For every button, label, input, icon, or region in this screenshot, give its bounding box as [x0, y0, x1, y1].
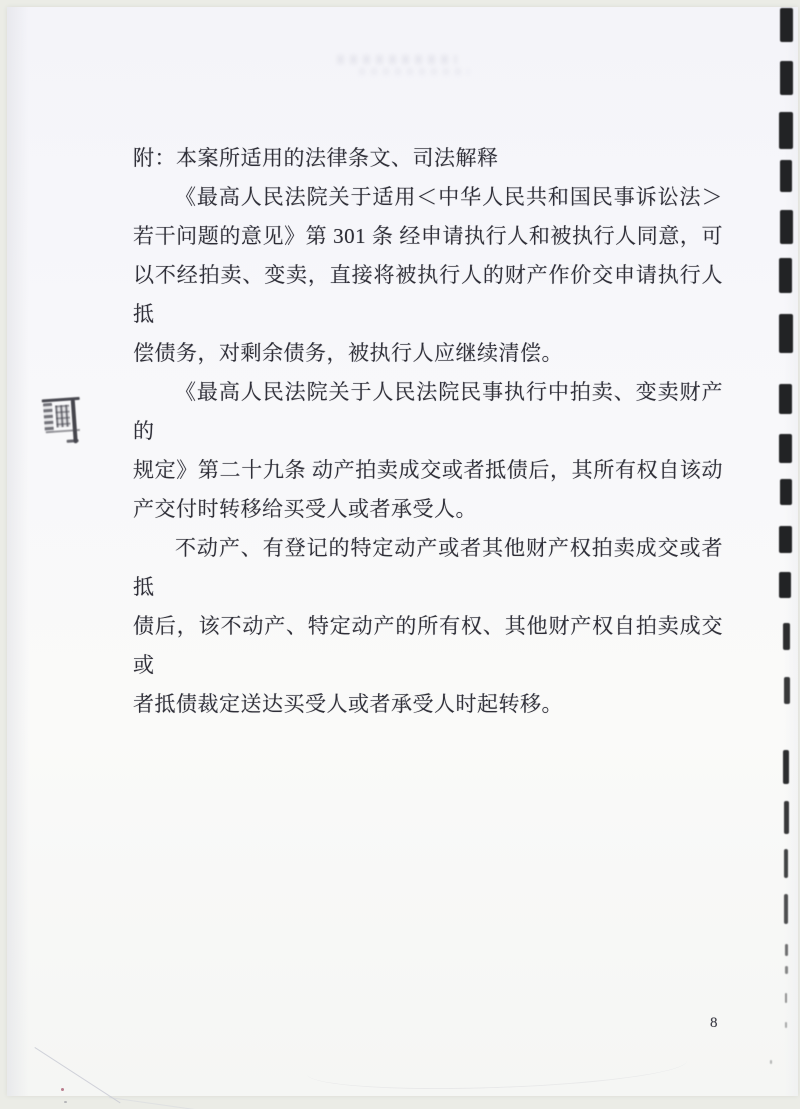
binding-mark	[780, 210, 793, 244]
binding-mark	[779, 314, 793, 353]
binding-mark	[780, 160, 792, 192]
binding-mark	[779, 258, 792, 293]
binding-mark	[785, 944, 788, 956]
binding-mark	[779, 572, 791, 598]
ink-speck	[64, 1101, 67, 1103]
binding-mark	[770, 1060, 772, 1064]
binding-mark	[779, 384, 792, 414]
binding-mark	[780, 61, 793, 95]
text-line: 若干问题的意见》第 301 条 经申请执行人和被执行人同意，可	[133, 224, 723, 248]
binding-mark	[785, 993, 787, 1003]
paper-crease	[109, 1097, 277, 1109]
stamp-mark	[71, 399, 78, 443]
ghost-text-line	[359, 68, 469, 75]
text-line: 附：本案所适用的法律条文、司法解释	[133, 146, 499, 170]
text-line: 债后，该不动产、特定动产的所有权、其他财产权自拍卖成交或	[133, 614, 723, 677]
page-number: 8	[710, 1015, 718, 1031]
text-line: 者抵债裁定送达买受人或者承受人时起转移。	[133, 692, 563, 716]
text-line: 规定》第二十九条 动产拍卖成交或者抵债后，其所有权自该动	[133, 458, 723, 482]
ink-stamp	[42, 397, 87, 440]
binding-mark	[785, 1022, 787, 1028]
text-line: 以不经拍卖、变卖，直接将被执行人的财产作价交申请执行人抵	[133, 263, 723, 326]
binding-mark	[784, 677, 790, 704]
binding-mark	[785, 966, 788, 974]
ink-speck	[61, 1088, 64, 1091]
text-line: 《最高人民法院关于人民法院民事执行中拍卖、变卖财产的	[133, 380, 723, 443]
paper-crease	[34, 1047, 120, 1103]
binding-mark	[783, 623, 790, 650]
stamp-mark	[55, 405, 71, 428]
text-line: 《最高人民法院关于适用＜中华人民共和国民事诉讼法＞	[175, 185, 723, 209]
binding-mark	[780, 479, 792, 505]
paper-crease	[306, 1040, 687, 1094]
text-block	[133, 139, 723, 724]
binding-mark	[783, 750, 789, 784]
binding-mark	[779, 434, 792, 463]
text-line: 偿债务，对剩余债务，被执行人应继续清偿。	[133, 341, 563, 365]
binding-mark	[779, 112, 793, 149]
binding-mark	[784, 849, 788, 878]
ghost-text-line	[337, 55, 457, 64]
ghost-bleed-through-text	[329, 51, 489, 79]
text-line: 不动产、有登记的特定动产或者其他财产权拍卖成交或者抵	[133, 536, 723, 599]
binding-mark	[784, 801, 789, 834]
binding-mark	[784, 894, 788, 924]
stamp-mark	[43, 403, 54, 434]
paper-sheet	[7, 7, 798, 1096]
text-line: 产交付时转移给买受人或者承受人。	[133, 497, 477, 521]
binding-mark	[780, 8, 793, 42]
binding-mark	[779, 526, 792, 553]
